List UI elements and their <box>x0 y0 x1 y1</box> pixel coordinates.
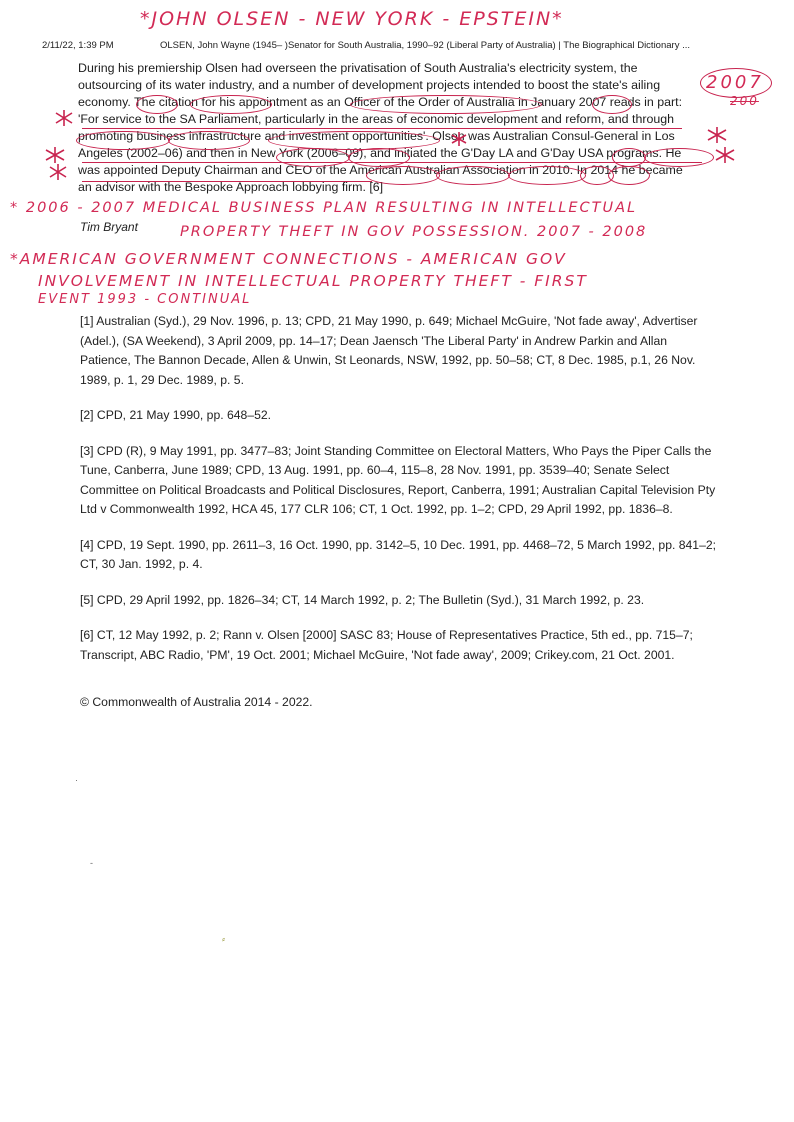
print-datetime: 2/11/22, 1:39 PM <box>42 40 114 51</box>
references-list <box>80 312 720 681</box>
reference-item: [5] CPD, 29 April 1992, pp. 1826–34; CT, 14 March 1992, p. 2; The Bulletin (Syd.), 31 March 1992, p. 23. <box>80 592 645 607</box>
reference-item: [3] CPD (R), 9 May 1991, pp. 3477–83; Joint Standing Committee on Electoral Matters, Who Pays the Piper Calls the Tune, Canberra, June 1989; CPD, 13 Aug. 1991, pp. 60–4, 115–8, 28 Nov. 1991, pp. 3539–40; Senate Select Committee on Political Broadcasts and Political Disclosures, Report, Canberra, 1991; Australian Capital Television Pty Ltd v Commonwealth 1992, HCA 45, 177 CLR 106; CT, 1 Oct. 1992, pp. 1–2; CPD, 29 April 1992, pp. 1836–8. <box>80 443 716 516</box>
reference-item: [6] CT, 12 May 1992, p. 2; Rann v. Olsen [2000] SASC 83; House of Representatives Practice, 5th ed., pp. 715–7; Transcript, ABC Radio, 'PM', 19 Oct. 2001; Michael McGuire, 'Not fade away', 2009; Crikey.com, 21 Oct. 2001. <box>80 628 693 662</box>
scan-speck: - <box>90 858 93 868</box>
handwritten-note-3: *AMERICAN GOVERNMENT CONNECTIONS - AMERICAN GOV <box>10 250 567 268</box>
handwritten-note-4: INVOLVEMENT IN INTELLECTUAL PROPERTY THEFT - FIRST <box>38 272 588 290</box>
handwritten-title: *JOHN OLSEN - NEW YORK - EPSTEIN* <box>140 8 564 30</box>
reference-item: [4] CPD, 19 Sept. 1990, pp. 2611–3, 16 Oct. 1990, pp. 3142–5, 10 Dec. 1991, pp. 4468–72, 5 March 1992, pp. 841–2; CT, 30 Jan. 1992, p. 4. <box>80 537 717 571</box>
copyright-notice: © Commonwealth of Australia 2014 - 2022. <box>80 695 313 709</box>
margin-year-annotation: 2007 <box>706 72 764 93</box>
annotation-underline <box>82 128 682 129</box>
annotation-underline <box>82 162 702 163</box>
scan-speck: · <box>75 775 78 785</box>
author-name: Tim Bryant <box>80 220 138 234</box>
scan-speck: ⸗ <box>222 934 225 944</box>
handwritten-note-1: * 2006 - 2007 MEDICAL BUSINESS PLAN RESULTING IN INTELLECTUAL <box>10 200 638 216</box>
paragraph-text: During his premiership Olsen had overseen the privatisation of South Australia's electricity system, the outsourcing of its water industry, and a number of development projects intended to boost the state's ailing economy. The citation for his appointment as an Officer of the Order of Australia in January 2007 reads in part: 'For service to the SA Parliament, particularly in the areas of economic development and reform, and through promoting business infrastructure and investment opportunities'. Olsen was Australian Consul-General in Los Angeles (2002–06) and then in New York (2006–09), and initiated the G'Day LA and G'Day USA programs. He was appointed Deputy Chairman and CEO of the American Australian Association in 2010. In 2014 he became an advisor with the Bespoke Approach lobbying firm. [6] <box>78 61 683 194</box>
handwritten-note-5: EVENT 1993 - CONTINUAL <box>38 292 252 307</box>
handwritten-note-2: PROPERTY THEFT IN GOV POSSESSION. 2007 - 2008 <box>180 224 648 240</box>
page-title: OLSEN, John Wayne (1945– )Senator for South Australia, 1990–92 (Liberal Party of Australia) | The Biographical Dictionary ... <box>160 40 691 51</box>
margin-year-struck: 200 <box>730 94 759 108</box>
reference-item: [2] CPD, 21 May 1990, pp. 648–52. <box>80 408 272 422</box>
reference-item: [1] Australian (Syd.), 29 Nov. 1996, p. 13; CPD, 21 May 1990, p. 649; Michael McGuire, 'Not fade away', Advertiser (Adel.), (SA Weekend), 3 April 2009, pp. 14–17; Dean Jaensch 'The Liberal Party' in Andrew Parkin and Allan Patience, The Bannon Decade, Allen & Unwin, St Leonards, NSW, 1992, pp. 50–58; CT, 8 Dec. 1985, p.1, 26 Nov. 1989, p. 1, 29 Dec. 1989, p. 5. <box>80 314 698 387</box>
annotation-underline <box>82 181 372 182</box>
